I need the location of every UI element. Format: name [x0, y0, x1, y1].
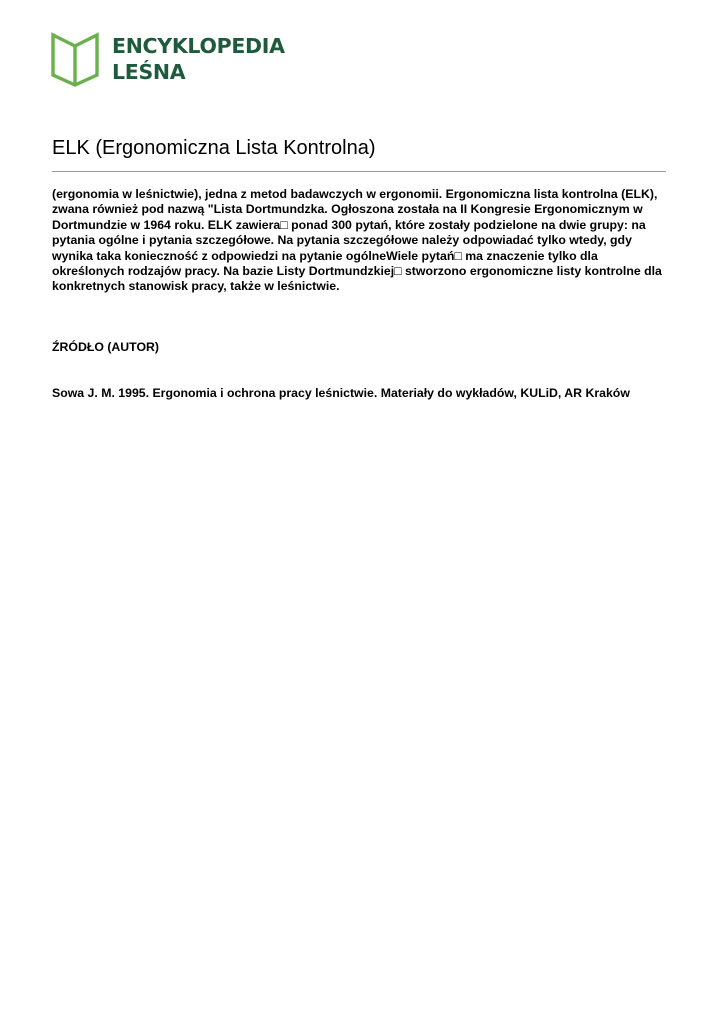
- source-heading: ŹRÓDŁO (AUTOR): [52, 340, 160, 354]
- logo-line-1: ENCYKLOPEDIA: [112, 34, 285, 58]
- entry-title: ELK (Ergonomiczna Lista Kontrolna): [52, 137, 376, 159]
- logo-wordmark: [112, 33, 285, 85]
- open-book-icon: [51, 32, 99, 88]
- source-citation: Sowa J. M. 1995. Ergonomia i ochrona pracy leśnictwie. Materiały do wykładów, KULiD, AR Kraków: [52, 386, 630, 400]
- logo-line-2: LEŚNA: [112, 60, 186, 84]
- title-divider: [52, 171, 666, 172]
- site-logo[interactable]: [51, 32, 285, 88]
- entry-body: (ergonomia w leśnictwie), jedna z metod badawczych w ergonomii. Ergonomiczna lista kontrolna (ELK), zwana również pod nazwą "Lista Dortmundzka. Ogłoszona została na II Kongresie Ergonomicznym w Dortmundzie w 1964 roku. ELK zawiera□ ponad 300 pytań, które zostały podzielone na dwie grupy: na pytania ogólne i pytania szczegółowe. Na pytania szczegółowe należy odpowiadać tylko wtedy, gdy wynika taka konieczność z odpowiedzi na pytanie ogólneWiele pytań□ ma znaczenie tylko dla określonych rodzajów pracy. Na bazie Listy Dortmundzkiej□ stworzono ergonomiczne listy kontrolne dla konkretnych stanowisk pracy, także w leśnictwie.: [52, 187, 662, 294]
